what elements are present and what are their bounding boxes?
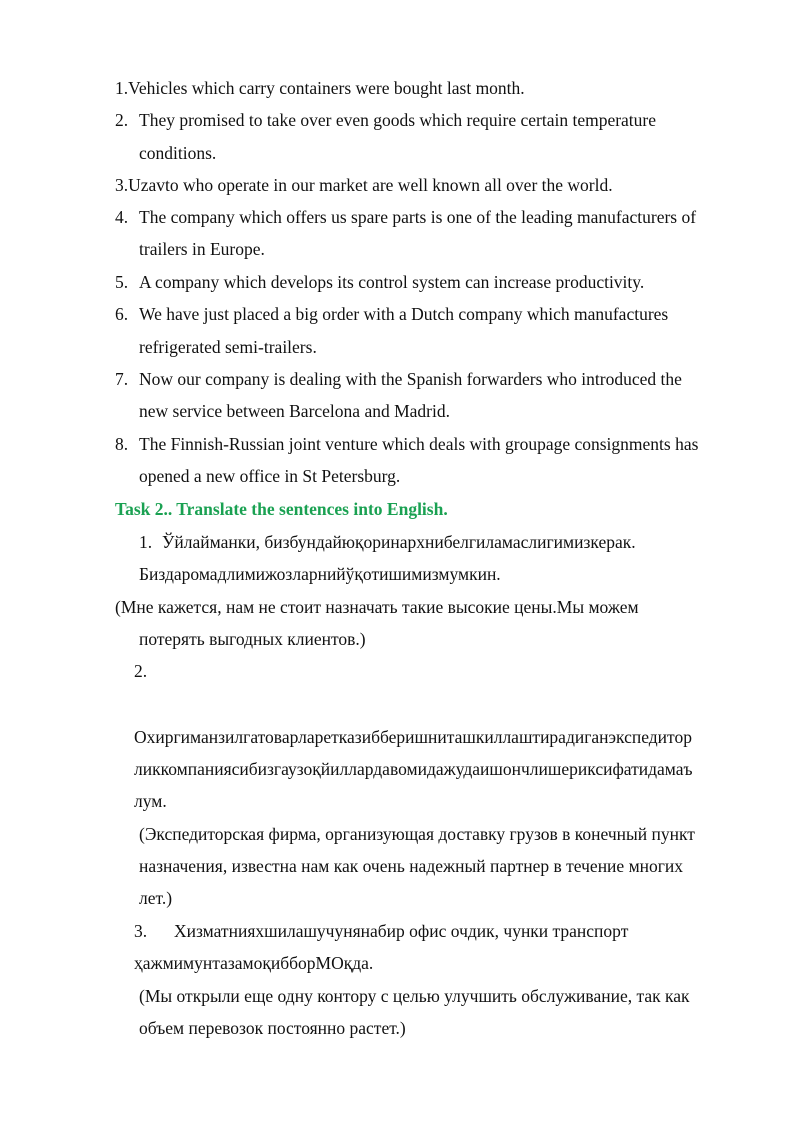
- task2-item-1-ru: (Мне кажется, нам не стоит назначать такие высокие цены.Мы можем: [115, 597, 639, 617]
- task2-item-text: Ўйлайманки, бизбундайюқоринархнибелгиламаслигимизкерак.: [162, 532, 636, 552]
- list-item-text: Now our company is dealing with the Spanish forwarders who introduced the: [139, 369, 682, 389]
- task2-item-1-ru-continuation: потерять выгодных клиентов.): [139, 629, 366, 649]
- task2-item-3-uz: [134, 920, 628, 942]
- list-item-text: The Finnish-Russian joint venture which deals with groupage consignments has: [139, 434, 699, 454]
- list-item-7: [115, 368, 682, 390]
- list-item-5: [115, 271, 644, 293]
- list-item-number: 4.: [115, 207, 129, 227]
- list-item-8-continuation: opened a new office in St Petersburg.: [139, 466, 401, 486]
- list-item-number: 7.: [115, 369, 129, 389]
- list-item-6: [115, 303, 668, 325]
- task2-item-number: 1.: [139, 532, 153, 552]
- list-item-text: Uzavto who operate in our market are well known all over the world.: [128, 175, 613, 195]
- task2-item-2-ru-continuation: назначения, известна нам как очень надежный партнер в течение многих: [139, 856, 684, 876]
- list-item-number: 8.: [115, 434, 129, 454]
- list-item-8: [115, 433, 698, 455]
- list-item-number: 1.: [115, 78, 129, 98]
- list-item-4: [115, 206, 696, 228]
- task2-item-text: Хизматнияхшилашучунянабир офис очдик, чунки транспорт: [174, 921, 629, 941]
- task2-item-2-ru: (Экспедиторская фирма, организующая доставку грузов в конечный пункт: [139, 824, 695, 844]
- list-item-text: A company which develops its control system can increase productivity.: [139, 272, 645, 292]
- task2-item-3-uz-continuation: ҳажмимунтазамоқибборМОқда.: [134, 953, 374, 973]
- task2-item-1-uz: [139, 531, 636, 553]
- task2-item-1-uz-continuation: Биздаромадлимижозларнийўқотишимизмумкин.: [139, 564, 501, 584]
- list-item-number: 2.: [115, 110, 129, 130]
- list-item-1: [115, 77, 525, 99]
- task2-item-2-uz: Охиргиманзилгатоварларетказибберишниташкиллаштирадиганэкспедитор: [134, 727, 692, 747]
- task-2-heading: Task 2.. Translate the sentences into English.: [115, 499, 448, 519]
- task2-item-2-uz-continuation: ликкомпаниясибизгаузоқйиллардавомидажудаишончлишериксифатидамаъ: [134, 759, 693, 779]
- list-item-text: The company which offers us spare parts is one of the leading manufacturers of: [139, 207, 697, 227]
- task2-item-number: 3.: [134, 921, 148, 941]
- task2-item-2-number: 2.: [134, 661, 148, 681]
- list-item-text: They promised to take over even goods which require certain temperature: [139, 110, 657, 130]
- list-item-4-continuation: trailers in Europe.: [139, 239, 265, 259]
- task2-item-2-uz-continuation: лум.: [134, 791, 167, 811]
- task2-item-3-ru-continuation: объем перевозок постоянно растет.): [139, 1018, 406, 1038]
- list-item-2-continuation: conditions.: [139, 143, 217, 163]
- list-item-number: 6.: [115, 304, 129, 324]
- list-item-text: Vehicles which carry containers were bought last month.: [128, 78, 525, 98]
- list-item-3: [115, 174, 613, 196]
- list-item-2: [115, 109, 656, 131]
- list-item-number: 3.: [115, 175, 129, 195]
- task2-item-3-ru: (Мы открыли еще одну контору с целью улучшить обслуживание, так как: [139, 986, 690, 1006]
- list-item-7-continuation: new service between Barcelona and Madrid.: [139, 401, 450, 421]
- list-item-text: We have just placed a big order with a Dutch company which manufactures: [139, 304, 669, 324]
- list-item-number: 5.: [115, 272, 129, 292]
- list-item-6-continuation: refrigerated semi-trailers.: [139, 337, 317, 357]
- task2-item-2-ru-continuation: лет.): [139, 888, 173, 908]
